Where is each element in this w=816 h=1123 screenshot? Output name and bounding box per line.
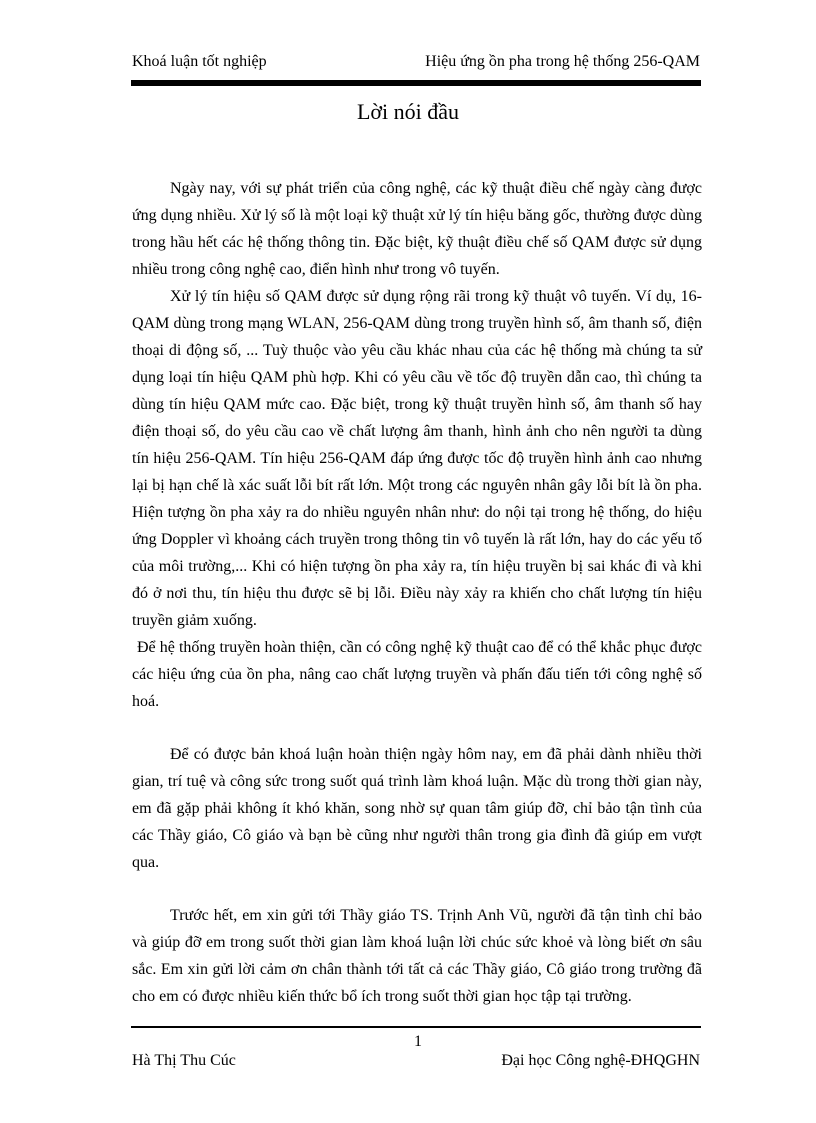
paragraph-qam-usage: Xử lý tín hiệu số QAM được sử dụng rộng rãi trong kỹ thuật vô tuyến. Ví dụ, 16-QAM dùng trong mạng WLAN, 256-QAM dùng trong truyền hình số, âm thanh số, điện thoại di động số, ... Tuỳ thuộc vào yêu cầu khác nhau của các hệ thống mà chúng ta sử dụng loại tín hiệu QAM phù hợp. Khi có yêu cầu về tốc độ truyền dẫn cao, thì chúng ta dùng tín hiệu QAM mức cao. Đặc biệt, trong kỹ thuật truyền hình số, âm thanh số hay điện thoại số, do yêu cầu cao về chất lượng âm thanh, hình ảnh cho nên người ta dùng tín hiệu 256-QAM. Tín hiệu 256-QAM đáp ứng được tốc độ truyền hình ảnh cao nhưng lại bị hạn chế là xác suất lỗi bít rất lớn. Một trong các nguyên nhân gây lỗi bít là ồn pha. Hiện tượng ồn pha xảy ra do nhiều nguyên nhân như: do nội tại trong hệ thống, do hiệu ứng Doppler vì khoảng cách truyền trong thông tin vô tuyến là rất lớn, hay do các yếu tố của môi trường,... Khi có hiện tượng ồn pha xảy ra, tín hiệu truyền bị sai khác đi và khi đó ở nơi thu, tín hiệu thu được sẽ bị lỗi. Điều này xảy ra khiến cho chất lượng tín hiệu truyền giảm xuống.: [132, 288, 702, 629]
header-thesis-label: Khoá luận tốt nghiệp: [132, 53, 267, 70]
paragraph-intro: Ngày nay, với sự phát triển của công nghệ, các kỹ thuật điều chế ngày càng được ứng dụng nhiều. Xử lý số là một loại kỹ thuật xử lý tín hiệu băng gốc, thường được dùng trong hầu hết các hệ thống thông tin. Đặc biệt, kỹ thuật điều chế số QAM được sử dụng nhiều trong công nghệ cao, điển hình như trong vô tuyến.: [132, 180, 702, 278]
header-rule: [131, 80, 701, 86]
paragraph-acknowledgement: Trước hết, em xin gửi tới Thầy giáo TS. Trịnh Anh Vũ, người đã tận tình chỉ bảo và giúp đỡ em trong suốt thời gian làm khoá luận lời chúc sức khoẻ và lòng biết ơn sâu sắc. Em xin gửi lời cảm ơn chân thành tới tất cả các Thầy giáo, Cô giáo trong trường đã cho em có được nhiều kiến thức bổ ích trong suốt thời gian học tập tại trường.: [132, 907, 702, 1005]
paragraph-system-improvement: Để hệ thống truyền hoàn thiện, cần có công nghệ kỹ thuật cao để có thể khắc phục được các hiệu ứng của ồn pha, nâng cao chất lượng truyền và phấn đấu tiến tới công nghệ số hoá.: [132, 639, 702, 710]
footer-university: Đại học Công nghệ-ĐHQGHN: [501, 1052, 700, 1069]
paragraph-effort: Để có được bản khoá luận hoàn thiện ngày hôm nay, em đã phải dành nhiều thời gian, trí tuệ và công sức trong suốt quá trình làm khoá luận. Mặc dù trong thời gian này, em đã gặp phải không ít khó khăn, song nhờ sự quan tâm giúp đỡ, chỉ bảo tận tình của các Thầy giáo, Cô giáo và bạn bè cũng như người thân trong gia đình đã giúp em vượt qua.: [132, 746, 702, 871]
body-text: [132, 175, 702, 1010]
footer-author: Hà Thị Thu Cúc: [132, 1052, 236, 1069]
footer-rule: [131, 1026, 701, 1028]
header-thesis-topic: Hiệu ứng ồn pha trong hệ thống 256-QAM: [425, 53, 700, 70]
page-title: Lời nói đầu: [356, 99, 460, 124]
page-number: 1: [414, 1033, 422, 1050]
